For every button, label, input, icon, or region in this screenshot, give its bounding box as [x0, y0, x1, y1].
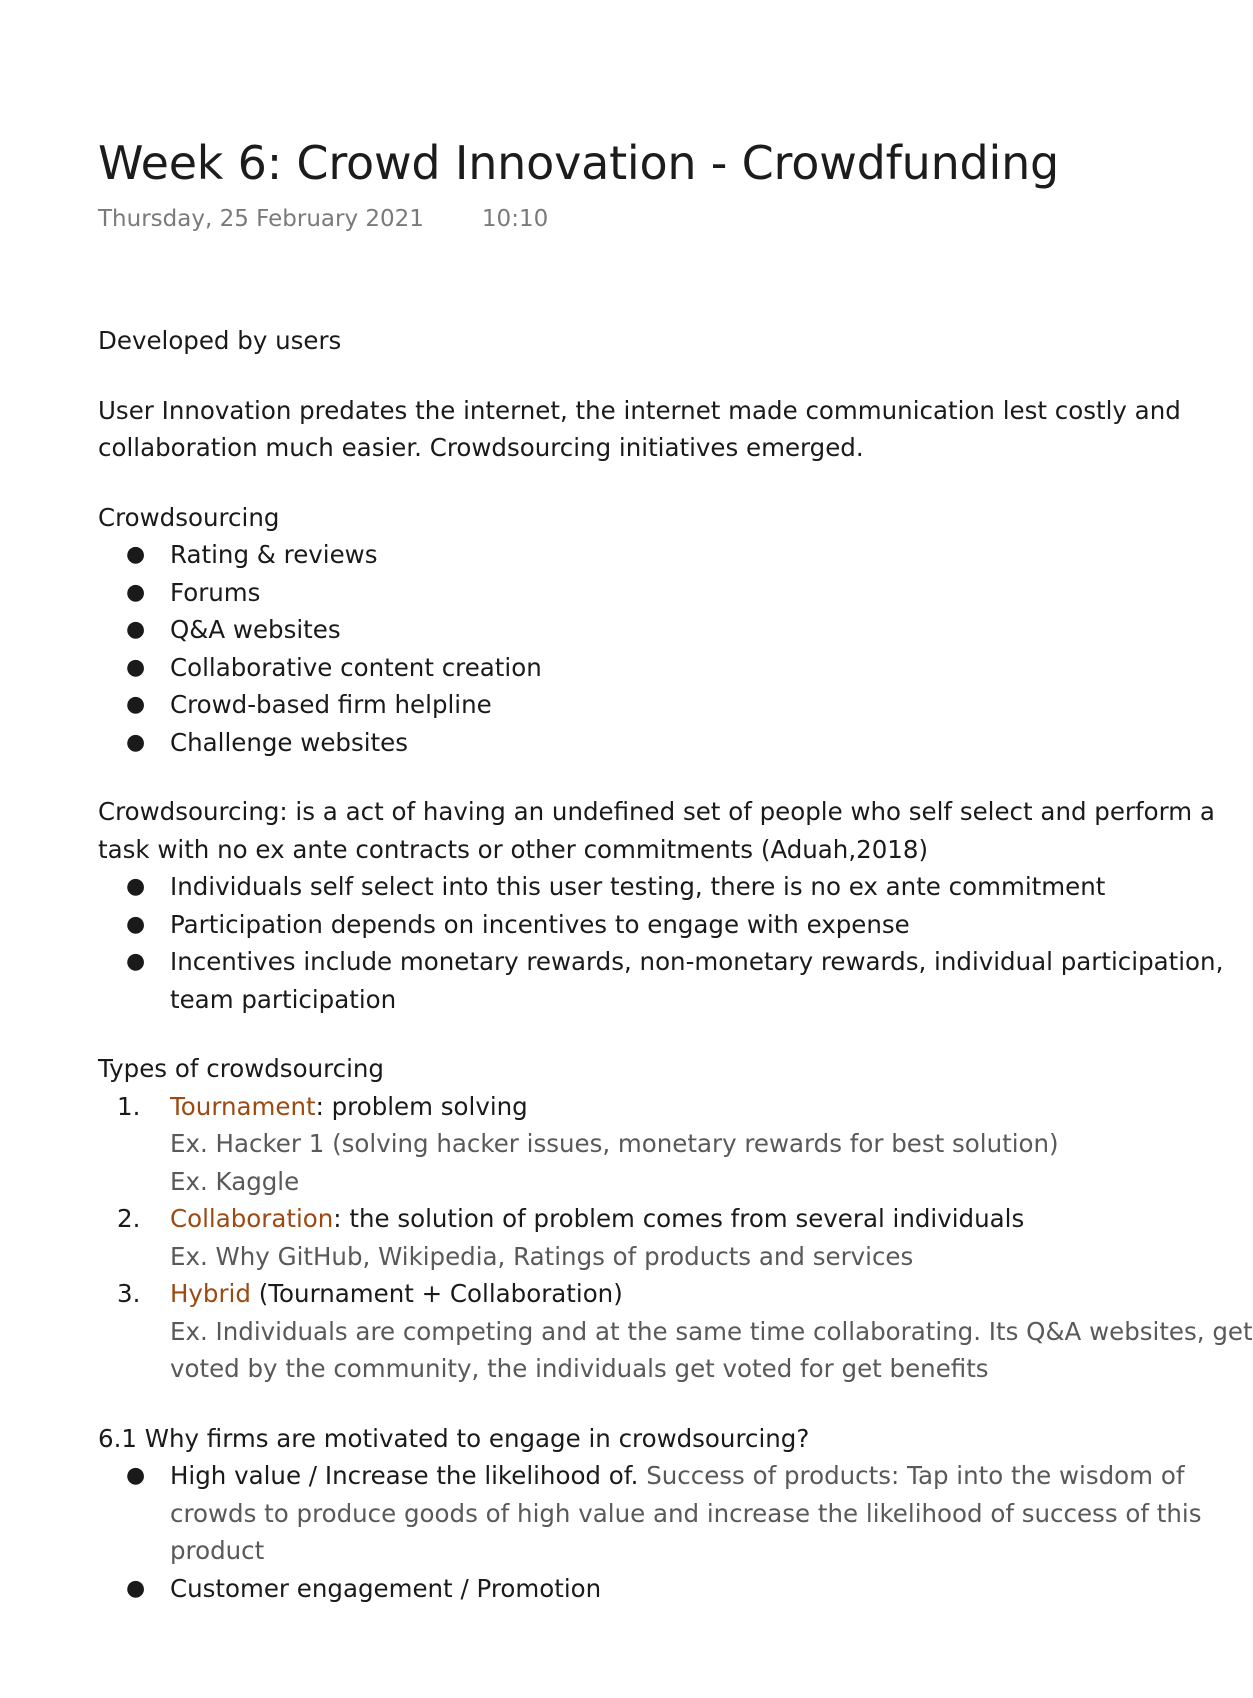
motivation-list: [98, 1457, 1202, 1603]
paragraph-developed: Developed by users: [98, 326, 342, 355]
page-date: Thursday, 25 February 2021: [98, 206, 424, 232]
types-list: [98, 1088, 1253, 1388]
list-item: 1. Tournament: problem solving Ex. Hacker 1 (solving hacker issues, monetary rewards for best solution) Ex. Kaggle: [98, 1088, 1198, 1201]
bullet-icon: ●: [126, 542, 146, 567]
page-meta: [98, 206, 548, 232]
bullet-icon: ●: [126, 949, 146, 974]
list-item: ● Incentives include monetary rewards, non-monetary rewards, individual participation, team participation: [98, 943, 1198, 1018]
list-item: ● Q&A websites: [98, 611, 1198, 649]
list-number: 1.: [117, 1091, 141, 1121]
list-item: ● Forums: [98, 574, 1198, 612]
example-line: Ex. Hacker 1 (solving hacker issues, monetary rewards for best solution): [170, 1129, 1059, 1158]
bullet-icon: ●: [126, 1575, 146, 1601]
bullet-icon: ●: [126, 1463, 146, 1488]
bullet-icon: ●: [126, 911, 146, 937]
bullet-icon: ●: [126, 617, 146, 642]
paragraph-user-innovation-line1: User Innovation predates the internet, the internet made communication lest costly and: [98, 395, 1181, 425]
example-line: voted by the community, the individuals get voted for get benefits: [170, 1354, 989, 1383]
bullet-icon: ●: [126, 874, 146, 899]
list-item: 3. Hybrid (Tournament + Collaboration) Ex. Individuals are competing and at the same time collaborating. Its Q&A websites, get voted by the community, the individuals get voted for get benefits: [98, 1275, 1198, 1388]
example-line: Ex. Kaggle: [170, 1166, 300, 1196]
list-item: ● Challenge websites: [98, 724, 1198, 762]
list-item: ● Collaborative content creation: [98, 649, 1198, 687]
list-number: 3.: [117, 1279, 141, 1308]
list-item: ● Individuals self select into this user testing, there is no ex ante commitment: [98, 868, 1198, 906]
bullet-icon: ●: [126, 692, 146, 717]
page-time: 10:10: [481, 206, 549, 232]
list-item: ● Crowd-based firm helpline: [98, 686, 1198, 724]
example-line: Ex. Why GitHub, Wikipedia, Ratings of products and services: [170, 1241, 914, 1271]
motivation-heading: 6.1 Why firms are motivated to engage in crowdsourcing?: [98, 1423, 810, 1453]
list-item: ● Customer engagement / Promotion: [98, 1570, 1198, 1586]
list-item: 2. Collaboration: the solution of problem comes from several individuals Ex. Why GitHub, Wikipedia, Ratings of products and services: [98, 1200, 1198, 1275]
crowdsourcing-heading: Crowdsourcing: [98, 502, 280, 532]
list-item: ● Rating & reviews: [98, 536, 1198, 574]
paragraph-user-innovation-line2: collaboration much easier. Crowdsourcing initiatives emerged.: [98, 433, 864, 462]
type-label: Hybrid: [170, 1279, 251, 1308]
bullet-icon: ●: [126, 729, 146, 755]
list-number: 2.: [117, 1204, 141, 1233]
type-label: Tournament: [170, 1091, 316, 1121]
definition-line1: Crowdsourcing: is a act of having an undefined set of people who self select and perform a: [98, 797, 1215, 826]
bullet-icon: ●: [126, 579, 146, 605]
note-body: [98, 322, 1253, 1603]
definition-line2: task with no ex ante contracts or other commitments (Aduah,2018): [98, 834, 929, 864]
list-item: ● High value / Increase the likelihood of. Success of products: Tap into the wisdom of crowds to produce goods of high value and increase the likelihood of success of this product: [98, 1457, 1198, 1570]
list-item: ● Participation depends on incentives to engage with expense: [98, 906, 1198, 944]
type-label: Collaboration: [170, 1204, 334, 1233]
types-heading: Types of crowdsourcing: [98, 1054, 384, 1083]
page-title: Week 6: Crowd Innovation - Crowdfunding: [98, 136, 1060, 190]
definition-list: [98, 868, 1224, 1018]
crowdsourcing-list: [98, 536, 1198, 761]
bullet-icon: ●: [126, 654, 146, 680]
example-line: Ex. Individuals are competing and at the same time collaborating. Its Q&A websites, get: [170, 1316, 1253, 1346]
